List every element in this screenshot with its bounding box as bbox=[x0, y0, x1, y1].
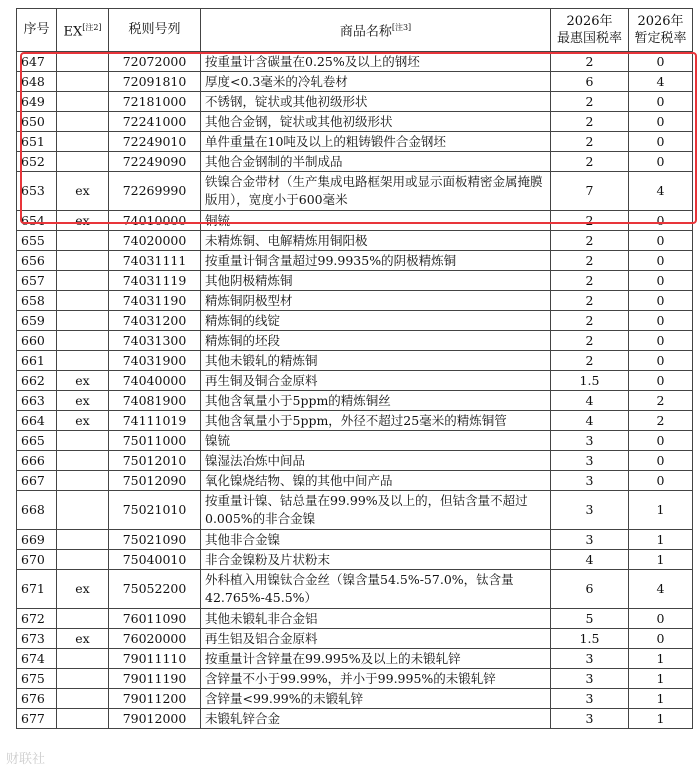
row-ex bbox=[57, 669, 109, 689]
row-ex bbox=[57, 689, 109, 709]
row-mfn: 2 bbox=[551, 231, 629, 251]
row-no: 654 bbox=[17, 211, 57, 231]
row-name: 再生铜及铜合金原料 bbox=[201, 371, 551, 391]
header-no: 序号 bbox=[17, 9, 57, 52]
row-ex bbox=[57, 471, 109, 491]
row-name: 其他未锻轧的精炼铜 bbox=[201, 351, 551, 371]
row-code: 72249090 bbox=[109, 152, 201, 172]
row-mfn: 1.5 bbox=[551, 371, 629, 391]
table-row bbox=[17, 431, 693, 451]
row-code: 79011200 bbox=[109, 689, 201, 709]
row-code: 74031190 bbox=[109, 291, 201, 311]
table-row bbox=[17, 669, 693, 689]
row-mfn: 2 bbox=[551, 311, 629, 331]
row-provisional: 4 bbox=[629, 172, 693, 211]
row-mfn: 2 bbox=[551, 132, 629, 152]
row-name: 按重量计含碳量在0.25%及以上的钢坯 bbox=[201, 52, 551, 72]
header-mfn-rate: 2026年 最惠国税率 bbox=[551, 9, 629, 52]
row-no: 667 bbox=[17, 471, 57, 491]
row-provisional: 2 bbox=[629, 391, 693, 411]
row-provisional: 0 bbox=[629, 451, 693, 471]
row-code: 75012010 bbox=[109, 451, 201, 471]
header-code: 税则号列 bbox=[109, 9, 201, 52]
row-no: 660 bbox=[17, 331, 57, 351]
row-provisional: 0 bbox=[629, 351, 693, 371]
row-no: 677 bbox=[17, 709, 57, 729]
row-mfn: 2 bbox=[551, 152, 629, 172]
table-row bbox=[17, 351, 693, 371]
row-no: 647 bbox=[17, 52, 57, 72]
row-ex bbox=[57, 331, 109, 351]
row-no: 666 bbox=[17, 451, 57, 471]
row-mfn: 4 bbox=[551, 411, 629, 431]
row-code: 79012000 bbox=[109, 709, 201, 729]
row-code: 72269990 bbox=[109, 172, 201, 211]
row-mfn: 3 bbox=[551, 669, 629, 689]
table-row bbox=[17, 471, 693, 491]
table-row bbox=[17, 231, 693, 251]
row-provisional: 0 bbox=[629, 431, 693, 451]
row-ex bbox=[57, 451, 109, 471]
row-code: 72249010 bbox=[109, 132, 201, 152]
row-ex bbox=[57, 311, 109, 331]
row-no: 671 bbox=[17, 570, 57, 609]
row-ex bbox=[57, 431, 109, 451]
row-provisional: 0 bbox=[629, 211, 693, 231]
row-ex: ex bbox=[57, 172, 109, 211]
row-provisional: 0 bbox=[629, 251, 693, 271]
row-mfn: 3 bbox=[551, 689, 629, 709]
row-provisional: 0 bbox=[629, 231, 693, 251]
header-ex: EX[注2] bbox=[57, 9, 109, 52]
table-row bbox=[17, 371, 693, 391]
row-code: 75012090 bbox=[109, 471, 201, 491]
row-name: 镍湿法冶炼中间品 bbox=[201, 451, 551, 471]
row-name: 再生铝及铝合金原料 bbox=[201, 629, 551, 649]
table-row bbox=[17, 451, 693, 471]
row-name: 按重量计含锌量在99.995%及以上的未锻轧锌 bbox=[201, 649, 551, 669]
row-ex: ex bbox=[57, 211, 109, 231]
watermark-logo: 财联社 bbox=[6, 752, 46, 767]
row-name: 其他含氧量小于5ppm，外径不超过25毫米的精炼铜管 bbox=[201, 411, 551, 431]
row-mfn: 7 bbox=[551, 172, 629, 211]
row-name: 按重量计镍、钴总量在99.99%及以上的，但钴含量不超过0.005%的非合金镍 bbox=[201, 491, 551, 530]
table-row bbox=[17, 311, 693, 331]
row-mfn: 5 bbox=[551, 609, 629, 629]
row-provisional: 0 bbox=[629, 629, 693, 649]
row-provisional: 0 bbox=[629, 291, 693, 311]
row-name: 铜锍 bbox=[201, 211, 551, 231]
row-name: 含锌量不小于99.99%，并小于99.995%的未锻轧锌 bbox=[201, 669, 551, 689]
row-name: 其他非合金镍 bbox=[201, 530, 551, 550]
row-name: 精炼铜的坯段 bbox=[201, 331, 551, 351]
table-row bbox=[17, 530, 693, 550]
row-no: 648 bbox=[17, 72, 57, 92]
row-no: 656 bbox=[17, 251, 57, 271]
row-provisional: 1 bbox=[629, 550, 693, 570]
row-name: 其他阴极精炼铜 bbox=[201, 271, 551, 291]
table-row bbox=[17, 491, 693, 530]
row-no: 658 bbox=[17, 291, 57, 311]
row-name: 铁镍合金带材（生产集成电路框架用或显示面板精密金属掩膜版用），宽度小于600毫米 bbox=[201, 172, 551, 211]
row-mfn: 2 bbox=[551, 331, 629, 351]
row-no: 653 bbox=[17, 172, 57, 211]
row-no: 657 bbox=[17, 271, 57, 291]
row-ex bbox=[57, 251, 109, 271]
row-mfn: 3 bbox=[551, 649, 629, 669]
row-code: 74111019 bbox=[109, 411, 201, 431]
row-mfn: 3 bbox=[551, 709, 629, 729]
row-code: 74031119 bbox=[109, 271, 201, 291]
row-provisional: 0 bbox=[629, 52, 693, 72]
row-name: 氧化镍烧结物、镍的其他中间产品 bbox=[201, 471, 551, 491]
row-code: 75052200 bbox=[109, 570, 201, 609]
table-row bbox=[17, 271, 693, 291]
row-provisional: 0 bbox=[629, 331, 693, 351]
row-provisional: 4 bbox=[629, 72, 693, 92]
row-provisional: 0 bbox=[629, 132, 693, 152]
row-name: 不锈钢，锭状或其他初级形状 bbox=[201, 92, 551, 112]
row-code: 76020000 bbox=[109, 629, 201, 649]
row-provisional: 1 bbox=[629, 709, 693, 729]
row-code: 74031900 bbox=[109, 351, 201, 371]
row-no: 674 bbox=[17, 649, 57, 669]
table-row bbox=[17, 251, 693, 271]
row-mfn: 2 bbox=[551, 291, 629, 311]
row-no: 665 bbox=[17, 431, 57, 451]
table-row bbox=[17, 391, 693, 411]
row-ex bbox=[57, 231, 109, 251]
row-no: 673 bbox=[17, 629, 57, 649]
row-name: 单件重量在10吨及以上的粗铸锻件合金钢坯 bbox=[201, 132, 551, 152]
row-provisional: 0 bbox=[629, 609, 693, 629]
header-row bbox=[17, 9, 693, 52]
row-name: 未锻轧锌合金 bbox=[201, 709, 551, 729]
row-no: 672 bbox=[17, 609, 57, 629]
row-provisional: 0 bbox=[629, 112, 693, 132]
row-provisional: 4 bbox=[629, 570, 693, 609]
row-ex: ex bbox=[57, 570, 109, 609]
row-mfn: 2 bbox=[551, 112, 629, 132]
row-provisional: 1 bbox=[629, 530, 693, 550]
row-name: 外科植入用镍钛合金丝（镍含量54.5%-57.0%，钛含量42.765%-45.5%） bbox=[201, 570, 551, 609]
row-ex: ex bbox=[57, 371, 109, 391]
row-no: 659 bbox=[17, 311, 57, 331]
row-mfn: 2 bbox=[551, 351, 629, 371]
row-no: 675 bbox=[17, 669, 57, 689]
row-ex bbox=[57, 491, 109, 530]
row-code: 74031111 bbox=[109, 251, 201, 271]
row-provisional: 0 bbox=[629, 471, 693, 491]
row-no: 669 bbox=[17, 530, 57, 550]
row-mfn: 3 bbox=[551, 471, 629, 491]
row-name: 精炼铜的线锭 bbox=[201, 311, 551, 331]
row-mfn: 3 bbox=[551, 431, 629, 451]
table-row bbox=[17, 331, 693, 351]
row-name: 含锌量<99.99%的未锻轧锌 bbox=[201, 689, 551, 709]
row-code: 72072000 bbox=[109, 52, 201, 72]
row-name: 其他未锻轧非合金铝 bbox=[201, 609, 551, 629]
row-code: 75021010 bbox=[109, 491, 201, 530]
row-no: 652 bbox=[17, 152, 57, 172]
table-row bbox=[17, 649, 693, 669]
row-mfn: 1.5 bbox=[551, 629, 629, 649]
row-no: 668 bbox=[17, 491, 57, 530]
row-ex bbox=[57, 271, 109, 291]
row-code: 75021090 bbox=[109, 530, 201, 550]
row-mfn: 4 bbox=[551, 391, 629, 411]
row-mfn: 2 bbox=[551, 92, 629, 112]
row-no: 670 bbox=[17, 550, 57, 570]
row-mfn: 3 bbox=[551, 451, 629, 471]
row-name: 其他含氧量小于5ppm的精炼铜丝 bbox=[201, 391, 551, 411]
row-code: 74081900 bbox=[109, 391, 201, 411]
row-no: 663 bbox=[17, 391, 57, 411]
row-ex: ex bbox=[57, 629, 109, 649]
row-code: 74010000 bbox=[109, 211, 201, 231]
row-ex bbox=[57, 609, 109, 629]
row-mfn: 2 bbox=[551, 251, 629, 271]
row-code: 72091810 bbox=[109, 72, 201, 92]
row-name: 精炼铜阴极型材 bbox=[201, 291, 551, 311]
row-code: 76011090 bbox=[109, 609, 201, 629]
row-ex bbox=[57, 291, 109, 311]
row-code: 74040000 bbox=[109, 371, 201, 391]
row-code: 72181000 bbox=[109, 92, 201, 112]
row-provisional: 0 bbox=[629, 152, 693, 172]
row-code: 74031300 bbox=[109, 331, 201, 351]
table-row bbox=[17, 291, 693, 311]
row-code: 72241000 bbox=[109, 112, 201, 132]
row-mfn: 2 bbox=[551, 271, 629, 291]
row-no: 676 bbox=[17, 689, 57, 709]
row-name: 镍锍 bbox=[201, 431, 551, 451]
row-mfn: 3 bbox=[551, 530, 629, 550]
row-provisional: 1 bbox=[629, 689, 693, 709]
highlight-box bbox=[20, 52, 697, 224]
row-name: 未精炼铜、电解精炼用铜阳极 bbox=[201, 231, 551, 251]
row-provisional: 1 bbox=[629, 649, 693, 669]
row-name: 厚度<0.3毫米的冷轧卷材 bbox=[201, 72, 551, 92]
row-provisional: 0 bbox=[629, 371, 693, 391]
row-no: 649 bbox=[17, 92, 57, 112]
row-code: 79011110 bbox=[109, 649, 201, 669]
row-no: 650 bbox=[17, 112, 57, 132]
table-row bbox=[17, 550, 693, 570]
row-mfn: 6 bbox=[551, 72, 629, 92]
row-mfn: 4 bbox=[551, 550, 629, 570]
row-provisional: 1 bbox=[629, 491, 693, 530]
row-mfn: 3 bbox=[551, 491, 629, 530]
row-ex bbox=[57, 530, 109, 550]
table-row bbox=[17, 709, 693, 729]
header-name: 商品名称[注3] bbox=[201, 9, 551, 52]
row-code: 74031200 bbox=[109, 311, 201, 331]
row-mfn: 6 bbox=[551, 570, 629, 609]
row-name: 其他合金钢制的半制成品 bbox=[201, 152, 551, 172]
row-name: 非合金镍粉及片状粉末 bbox=[201, 550, 551, 570]
row-no: 664 bbox=[17, 411, 57, 431]
row-ex: ex bbox=[57, 391, 109, 411]
row-provisional: 0 bbox=[629, 311, 693, 331]
header-provisional-rate: 2026年 暂定税率 bbox=[629, 9, 693, 52]
row-ex bbox=[57, 550, 109, 570]
row-no: 662 bbox=[17, 371, 57, 391]
row-code: 75011000 bbox=[109, 431, 201, 451]
row-no: 661 bbox=[17, 351, 57, 371]
row-ex bbox=[57, 351, 109, 371]
row-name: 其他合金钢，锭状或其他初级形状 bbox=[201, 112, 551, 132]
row-code: 79011190 bbox=[109, 669, 201, 689]
row-ex bbox=[57, 649, 109, 669]
row-ex bbox=[57, 709, 109, 729]
row-mfn: 2 bbox=[551, 211, 629, 231]
table-row bbox=[17, 609, 693, 629]
row-code: 75040010 bbox=[109, 550, 201, 570]
row-code: 74020000 bbox=[109, 231, 201, 251]
table-row bbox=[17, 411, 693, 431]
row-provisional: 0 bbox=[629, 271, 693, 291]
row-provisional: 2 bbox=[629, 411, 693, 431]
row-no: 655 bbox=[17, 231, 57, 251]
table-row bbox=[17, 570, 693, 609]
row-provisional: 0 bbox=[629, 92, 693, 112]
row-name: 按重量计铜含量超过99.9935%的阴极精炼铜 bbox=[201, 251, 551, 271]
table-row bbox=[17, 629, 693, 649]
row-provisional: 1 bbox=[629, 669, 693, 689]
row-mfn: 2 bbox=[551, 52, 629, 72]
table-row bbox=[17, 689, 693, 709]
row-no: 651 bbox=[17, 132, 57, 152]
row-ex: ex bbox=[57, 411, 109, 431]
